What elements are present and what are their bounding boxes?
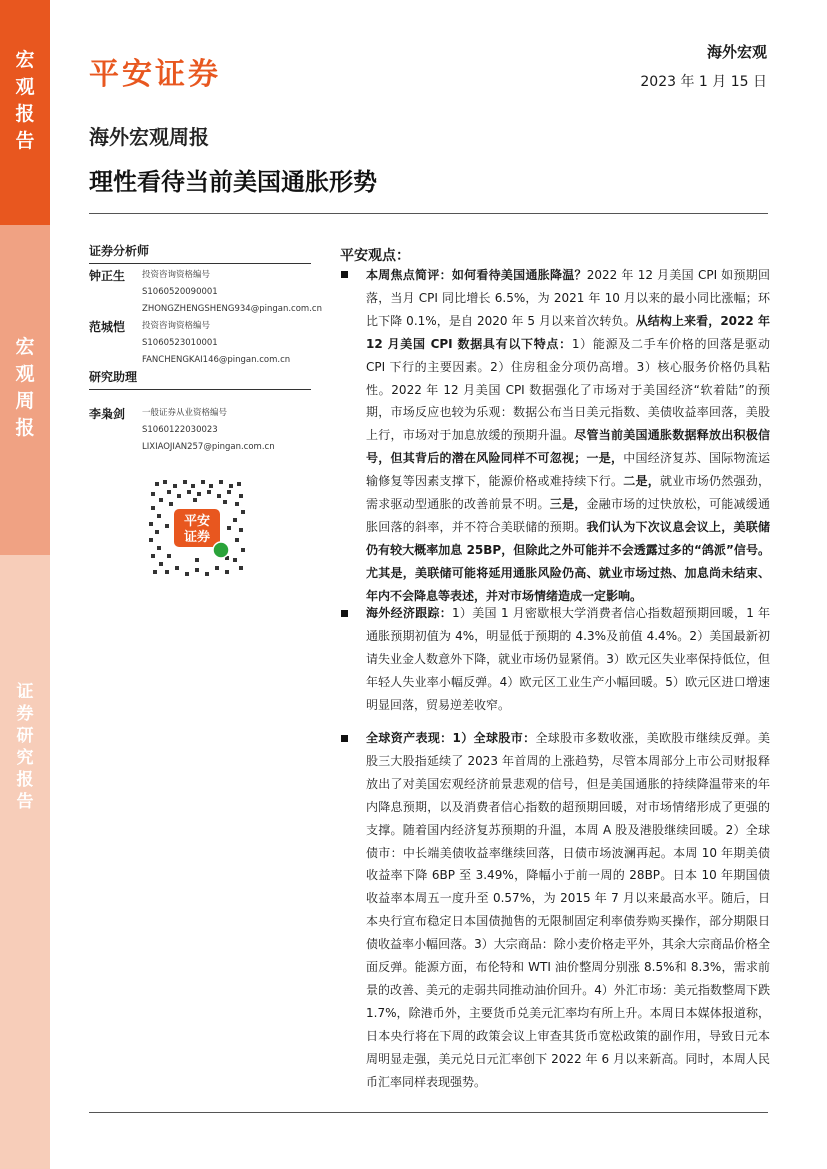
analyst-role: 投资咨询资格编号: [142, 270, 211, 280]
analyst-name: 范城恺: [89, 320, 126, 334]
report-title: 理性看待当前美国通胀形势: [89, 168, 377, 196]
bullet-square-icon: [341, 610, 348, 617]
bullet-square-icon: [341, 735, 348, 742]
report-date: 2023 年 1 月 15 日: [640, 74, 767, 90]
paragraph-focus: 本周焦点简评：如何看待美国通胀降温？2022 年 12 月美国 CPI 如预期回落，当月 CPI 同比增长 6.5%，为 2021 年 10 月以来的最小同比涨幅；环比下降 0.1%，是自 2020 年 5 月以来首次转负。从结构上来看，2022 年 12 月美国 CPI 数据具有以下特点：1）能源及二手车价格的回落是驱动 CPI 下行的主要因素。2）住房租金分项仍高增。3）核心服务价格仍具粘性。2022 年 12 月美国 CPI 数据强化了市场对于美国经济“软着陆”的预期，市场反应也较为乐观：数据公布当日美元指数、美债收益率回落，美股上行，市场对于加息放缓的预期升温。尽管当前美国通胀数据释放出积极信号，但其背后的潜在风险同样不可忽视；一是，中国经济复苏、国际物流运输修复等因素支撑下，能源价格或难持续下行。二是，就业市场仍然强劲，需求驱动型通胀的改善前景不明。三是，金融市场的过快放松，可能减缓通胀回落的斜率，并不符合美联储的预期。我们认为下次议息会议上，美联储仍有较大概率加息 25BP，但除此之外可能并不会透露过多的“鸽派”信号。尤其是，美联储可能将延用通胀风险仍高、就业市场过热、加息尚未结束、年内不会降息等表述，并对市场情绪造成一定影响。: [366, 268, 771, 603]
sidebar-label-weekly: 宏 观 周 报: [15, 336, 35, 439]
analyst-cert: S1060523010001: [142, 338, 218, 348]
report-series: 海外宏观周报: [89, 125, 209, 149]
report-category: 海外宏观: [706, 43, 767, 61]
analyst-email: FANCHENGKAI146@pingan.com.cn: [142, 355, 291, 365]
sidebar-label-report-type: 宏 观 报 告: [15, 49, 35, 152]
company-logo: 平安证券: [89, 57, 221, 92]
assistant-name: 李枭剑: [89, 407, 126, 421]
assistant-heading: 研究助理: [89, 368, 311, 390]
assistant-role: 一般证券从业资格编号: [142, 408, 228, 418]
sidebar-band-bottom: [0, 555, 50, 1169]
qr-code-image: [147, 478, 247, 578]
section-heading: 平安观点：: [340, 248, 410, 264]
paragraph-overseas-economy: 海外经济跟踪：1）美国 1 月密歇根大学消费者信心指数超预期回暖，1 年通胀预期初值为 4%，明显低于预期的 4.3%及前值 4.4%。2）美国最新初请失业金人数意外下降，就业市场仍显紧俏。3）欧元区失业率保持低位，但年轻人失业率小幅反弹。4）欧元区工业生产小幅回暖。5）欧元区进口增速明显回落，贸易逆差收窄。: [366, 606, 770, 712]
analyst-name: 钟正生: [89, 269, 126, 283]
analyst-role: 投资咨询资格编号: [142, 321, 211, 331]
qr-logo-line2: 证券: [183, 530, 211, 545]
assistant-email: LIXIAOJIAN257@pingan.com.cn: [142, 442, 275, 452]
bullet-square-icon: [341, 271, 348, 278]
sidebar-label-research: 证 券 研 究 报 告: [16, 682, 34, 812]
assistant-cert: S1060122030023: [142, 425, 218, 435]
analyst-cert: S1060520090001: [142, 287, 218, 297]
analyst-heading: 证券分析师: [89, 242, 311, 264]
paragraph-global-assets: 全球资产表现：1）全球股市：全球股市多数收涨，美欧股市继续反弹。美股三大股指延续了 2023 年首周的上涨趋势，尽管本周部分上市公司财报释放出了对美国宏观经济前景悲观的信号，但是美国通胀的持续降温带来的年内降息预期，以及消费者信心指数的超预期回暖，对市场情绪形成了更强的支撑。随着国内经济复苏预期的升温，本周 A 股及港股继续回暖。2）全球债市：中长端美债收益率继续回落，日债市场波澜再起。本周 10 年期美债收益率下降 6BP 至 3.49%，降幅小于前一周的 28BP。日本 10 年期国债收益率本周五一度升至 0.57%，为 2015 年 7 月以来最高水平。随后，日本央行宣布稳定日本国债抛售的无限制固定利率债券购买操作，部分期限日债收益率小幅回落。3）大宗商品：除小麦价格走平外，其余大宗商品价格全面反弹。能源方面，布伦特和 WTI 油价整周分别涨 8.5%和 8.3%，需求前景的改善、美元的走弱共同推动油价回升。4）外汇市场：美元指数整周下跌 1.7%，除港币外，主要货币兑美元汇率均有所上升。本周日本媒体报道称，日本央行将在下周的政策会议上审查其货币宽松政策的副作用，导致日元本周明显走强，美元兑日元汇率创下 2022 年 6 月以来新高。同时，本周人民币汇率同样表现强势。: [366, 731, 770, 1089]
analyst-email: ZHONGZHENGSHENG934@pingan.com.cn: [142, 304, 322, 314]
analyst-panel: [89, 242, 322, 452]
qr-logo-line1: 平安: [183, 514, 211, 529]
header-divider: [89, 213, 768, 214]
footer-divider: [89, 1112, 768, 1113]
